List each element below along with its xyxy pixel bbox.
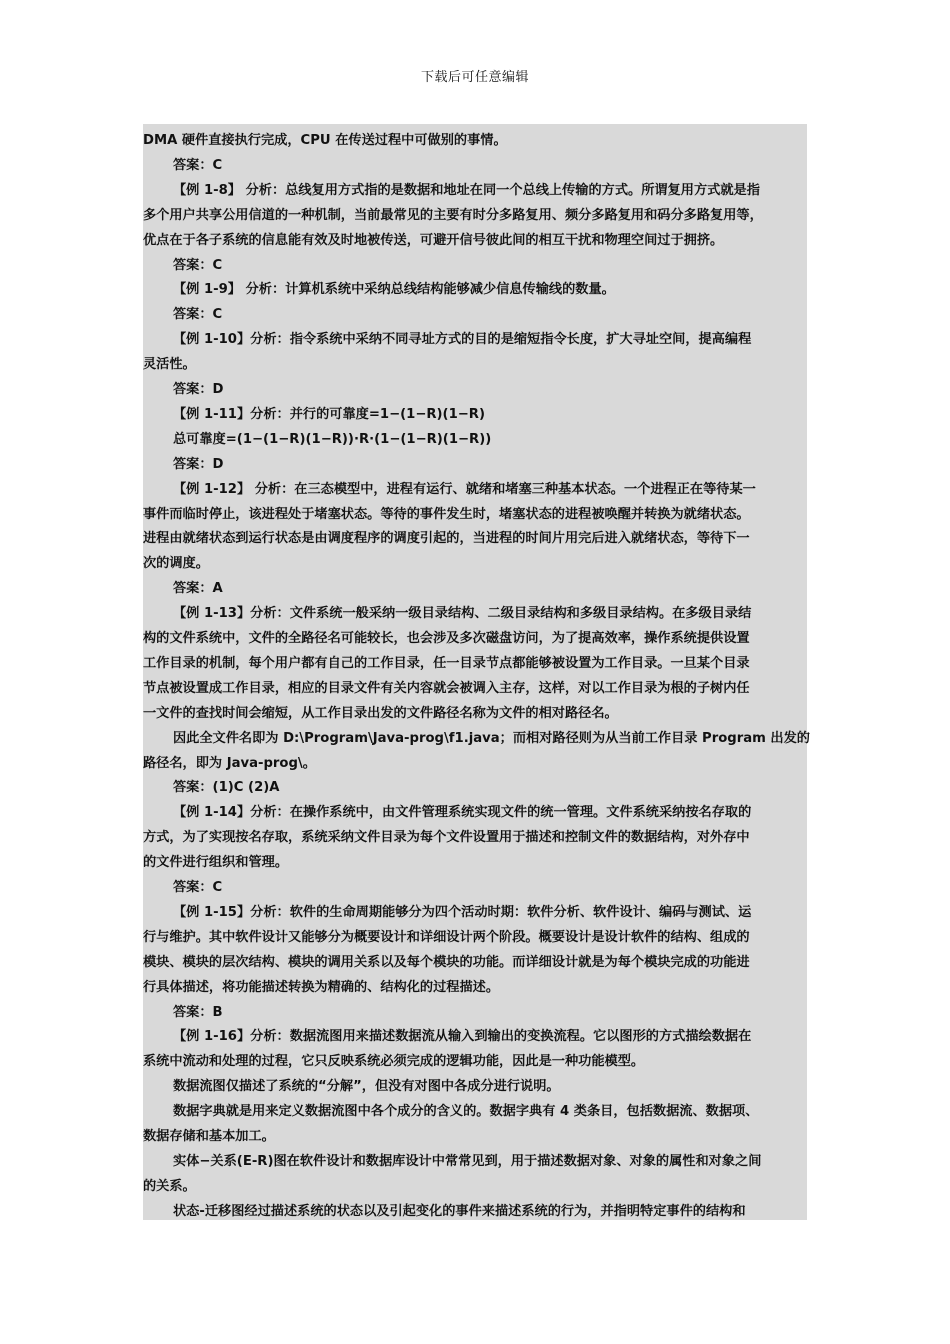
text-line: 【例 1-15】分析：软件的生命周期能够分为四个活动时期：软件分析、软件设计、编码与测试、运 (173, 904, 752, 920)
text-line: 【例 1-10】分析：指令系统中采纳不同寻址方式的目的是缩短指令长度，扩大寻址空间，提高编程 (173, 332, 752, 348)
text-line: 次的调度。 (143, 556, 209, 572)
text-line: DMA 硬件直接执行完成，CPU 在传送过程中可做别的事情。 (143, 133, 507, 148)
text-line: 数据流图仅描述了系统的“分解”，但没有对图中各成分进行说明。 (173, 1079, 560, 1095)
text-line: 系统中流动和处理的过程，它只反映系统必须完成的逻辑功能，因此是一种功能模型。 (143, 1054, 645, 1070)
text-line: 行具体描述，将功能描述转换为精确的、结构化的过程描述。 (143, 979, 500, 995)
text-line: 答案：B (173, 1004, 223, 1020)
text-line: 答案：A (173, 581, 223, 597)
text-line: 总可靠度=(1−(1−R)(1−R))·R·(1−(1−R)(1−R)) (173, 431, 492, 447)
text-line: 因此全文件名即为 D:\Program\Java-prog\f1.java；而相对路径则为从当前工作目录 Program 出发的 (173, 730, 810, 746)
text-line: 的文件进行组织和管理。 (143, 855, 289, 871)
text-line: 事件而临时停止，该进程处于堵塞状态。等待的事件发生时，堵塞状态的进程被唤醒并转换为就绪状态。 (143, 506, 750, 522)
text-line: 路径名，即为 Java-prog\。 (143, 755, 316, 771)
text-line: 【例 1-11】分析：并行的可靠度=1−(1−R)(1−R) (173, 406, 485, 422)
text-line: 答案：D (173, 382, 224, 397)
text-line: 数据字典就是用来定义数据流图中各个成分的含义的。数据字典有 4 类条目，包括数据流、数据项、 (173, 1104, 759, 1120)
text-line: 答案：D (173, 456, 224, 472)
page-header: 下载后可任意编辑 (420, 70, 529, 85)
text-line: 答案：C (173, 880, 223, 895)
text-line: 实体−关系(E-R)图在软件设计和数据库设计中常常见到，用于描述数据对象、对象的属性和对象之间 (173, 1153, 762, 1169)
text-line: 优点在于各子系统的信息能有效及时地被传送，可避开信号彼此间的相互干扰和物理空间过于拥挤。 (143, 232, 724, 248)
text-line: 状态-迁移图经过描述系统的状态以及引起变化的事件来描述系统的行为，并指明特定事件的结构和 (173, 1203, 746, 1219)
text-line: 进程由就绪状态到运行状态是由调度程序的调度引起的，当进程的时间片用完后进入就绪状态，等待下一 (143, 531, 750, 547)
text-line: 一文件的查找时间会缩短，从工作目录出发的文件路径名称为文件的相对路径名。 (143, 705, 618, 721)
text-line: 【例 1-12】 分析：在三态模型中，进程有运行、就绪和堵塞三种基本状态。一个进程正在等待某一 (173, 481, 756, 497)
text-line: 方式，为了实现按名存取，系统采纳文件目录为每个文件设置用于描述和控制文件的数据结构，对外存中 (143, 830, 750, 846)
text-line: 【例 1-9】 分析：计算机系统中采纳总线结构能够减少信息传输线的数量。 (173, 282, 615, 298)
text-line: 工作目录的机制，每个用户都有自己的工作目录，任一目录节点都能够被设置为工作目录。一旦某个目录 (143, 655, 750, 671)
text-line: 节点被设置成工作目录，相应的目录文件有关内容就会被调入主存，这样，对以工作目录为根的子树内任 (143, 680, 750, 696)
text-line: 的关系。 (143, 1178, 196, 1194)
text-line: 行与维护。其中软件设计又能够分为概要设计和详细设计两个阶段。概要设计是设计软件的结构、组成的 (143, 929, 750, 945)
text-line: 多个用户共享公用信道的一种机制，当前最常见的主要有时分多路复用、频分多路复用和码分多路复用等， (143, 207, 763, 223)
text-line: 模块、模块的层次结构、模块的调用关系以及每个模块的功能。而详细设计就是为每个模块完成的功能进 (143, 954, 750, 970)
text-line: 【例 1-8】 分析：总线复用方式指的是数据和地址在同一个总线上传输的方式。所谓复用方式就是指 (173, 182, 760, 198)
text-line: 灵活性。 (143, 357, 196, 373)
text-line: 答案：C (173, 307, 223, 323)
text-line: 答案：(1)C (2)A (173, 780, 280, 796)
document-page (143, 124, 810, 1220)
text-line: 答案：C (173, 257, 223, 273)
text-line: 【例 1-16】分析：数据流图用来描述数据流从输入到输出的变换流程。它以图形的方式描绘数据在 (173, 1029, 752, 1045)
text-line: 【例 1-14】分析：在操作系统中，由文件管理系统实现文件的统一管理。文件系统采纳按名存取的 (173, 805, 752, 821)
text-line: 答案：C (173, 157, 223, 173)
text-line: 【例 1-13】分析：文件系统一般采纳一级目录结构、二级目录结构和多级目录结构。在多级目录结 (173, 606, 752, 622)
text-line: 数据存储和基本加工。 (143, 1129, 275, 1144)
text-line: 构的文件系统中，文件的全路径名可能较长，也会涉及多次磁盘访问，为了提高效率，操作系统提供设置 (143, 631, 750, 646)
